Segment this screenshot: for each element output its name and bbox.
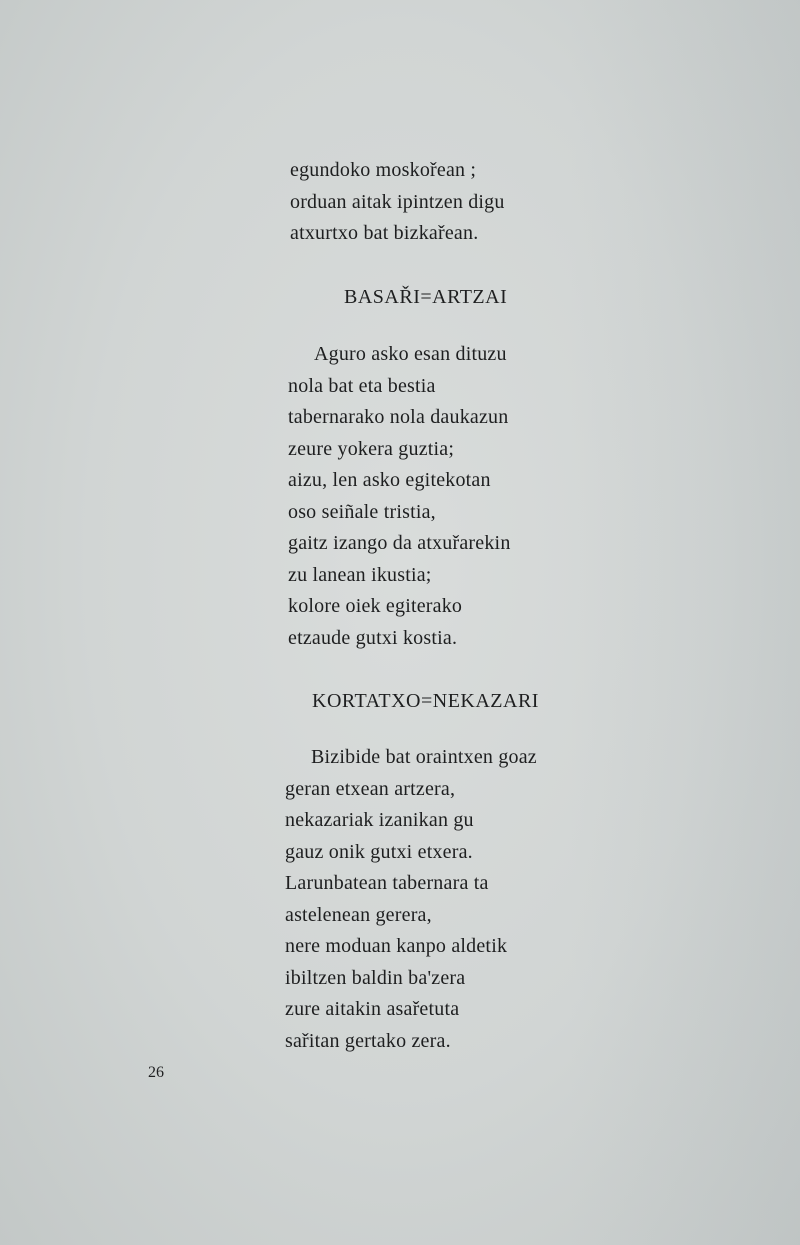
stanza-basari-artzai [288,339,511,654]
verse-line: nere moduan kanpo aldetik [285,935,508,957]
page-shadow [570,0,800,1245]
verse-line: oso seiñale tristia, [288,500,436,523]
verse-line: gauz onik gutxi etxera. [285,840,473,863]
section-heading-kortatxo-nekazari: KORTATXO=NEKAZARI [312,690,539,712]
verse-line: aizu, len asko egitekotan [288,469,491,491]
verse-line: ibiltzen baldin ba'zera [285,966,466,989]
verse-line: sařitan gertako zera. [285,1029,451,1052]
verse-line: astelenean gerera, [285,903,432,926]
verse-line: atxurtxo bat bizkařean. [290,222,479,244]
verse-line: zure aitakin asařetuta [285,998,460,1020]
verse-line: nekazariak izanikan gu [285,809,474,831]
verse-line: zu lanean ikustia; [288,563,432,586]
section-heading-basari-artzai: BASAŘI=ARTZAI [344,286,508,308]
verse-line: kolore oiek egiterako [288,595,463,617]
verse-line: Bizibide bat oraintxen goaz [311,746,537,768]
verse-line: Larunbatean tabernara ta [285,872,489,894]
verse-line: orduan aitak ipintzen digu [290,190,505,213]
verse-line: geran etxean artzera, [285,777,456,800]
verse-line: Aguro asko esan dituzu [314,343,507,365]
verse-line: egundoko moskořean ; [290,159,477,181]
verse-line: gaitz izango da atxuřarekin [288,532,511,554]
page-number: 26 [148,1064,164,1081]
verse-line: zeure yokera guztia; [288,437,455,460]
verse-line: nola bat eta bestia [288,374,436,397]
verse-line: tabernarako nola daukazun [288,406,509,428]
stanza-kortatxo-nekazari [285,742,537,1057]
verse-line: etzaude gutxi kostia. [288,626,458,649]
stanza-continuation [290,155,505,250]
